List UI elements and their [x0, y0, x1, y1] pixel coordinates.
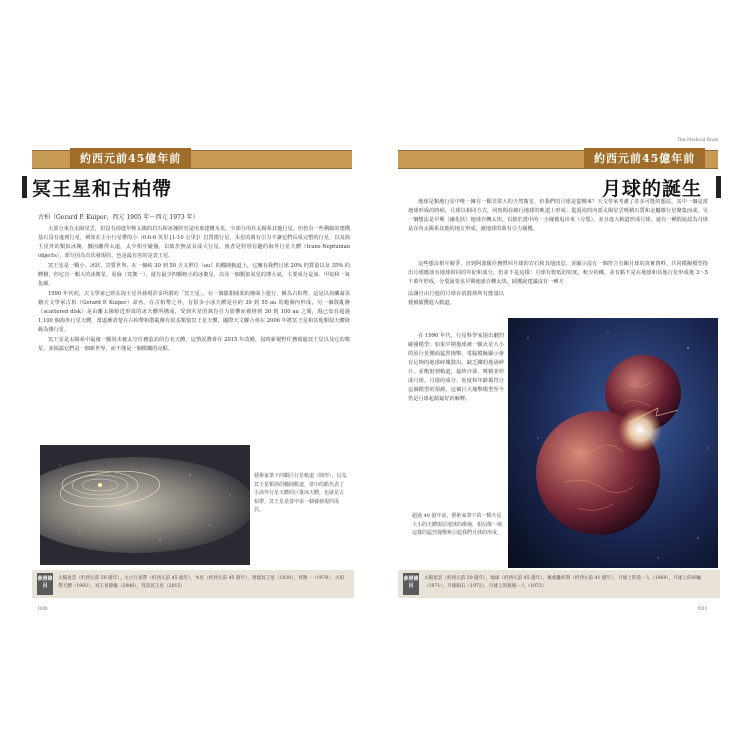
right-page: [398, 122, 718, 622]
see-also-entries: 太陽星雲（約西元前 50 億年），主小行星帶（約西元前 45 億年），木星（約西元前 45 億年），發現冥王星（1930），冥衛一（1978），古柏帶天體（1992），冥王星降級（2006），拜訪冥王星（2015）: [58, 576, 345, 589]
kuiper-belt-illustration: [40, 445, 250, 565]
running-header: The Medical Book: [677, 138, 719, 143]
article-paragraph: [408, 198, 708, 235]
paragraph: 1990 年代初，天文學家已經在海王星外發現許多所謂的「冥王星」，在一個甜甜圈狀的盤面上運行，稱為古柏帶。這是以荷蘭裔美籍天文學家古柏（Gerard P. Kuiper）命名。在古柏帶之外，有很多小冰天體是在約 30 到 55 au 的範圍內形成，另一個散亂盤（scattered disk）是由離太陽較近形成的冰天體所構成，受到木星的萬有引力影響而被推到 30 到 100 au 之間，現已知有超過 1,100 個海外行星天體，當逐漸清楚在古柏帶和散亂盤有很多類似冥王星天體，國際天文聯合會在 2006 年將冥王星和其他類似天體降級為矮行星。: [38, 291, 350, 333]
page-number: 030: [38, 606, 48, 612]
article-body: [38, 225, 350, 355]
byline: 古柏（Gerard P. Kuiper，西元 1905 年～西元 1973 年）: [38, 214, 199, 221]
see-also-entries: 太陽星雲（約西元前 50 億年），地球（約西元前 45 億年），後重轟炸期（約西元前 41 億年），月球上的第一人（1969），月球上的車輛（1971），月球隕石（1972），月球上的最後一人（1972）: [424, 576, 701, 589]
moon-impact-art: [508, 318, 718, 568]
moon-impact-illustration: [508, 318, 718, 568]
title-marker: [22, 176, 27, 198]
article-paragraph: [408, 260, 708, 288]
see-also-box: [398, 570, 720, 598]
paragraph: 在 1990 年代，行星科學家提出劇烈碰撞模型：如果早期地球被一顆火星大小的原行星側面猛烈撞擊，電腦模擬顯示會有足夠的地球碎塊散出，缺乏鐵的地函碎片，並飽射到軌道，最終冷卻，吸積並形成月球，月球的成分，密度和年齡都符合這個模型的預測，這個巨大撞擊模型至今仍是月球起源最好的解釋。: [408, 333, 504, 402]
left-page: [32, 122, 352, 622]
paragraph: 大部分來自太陽星雲，但沒有掉進年輕太陽的岩石和冰塊終究是用來建構木星，少部分用在太陽系其他行星，但仍有一些剩餘的建構基石沒有進到行星，例如在主小行星帶的小（0.6-6 英里 [1-10 公里]）岩質微行星，木星的萬有引力不讓它們長成完整的行星，以及海王星外的類似冰塊，挪因離得太遠，太少相互碰撞，以致於無法長成大行星。後者是特別有趣的海外行星天體（trans-Neptunian objects），部分因為首次發現的，也是最有名的是冥王星。: [38, 226, 350, 259]
page-number: 031: [698, 606, 708, 612]
figure-caption: 超過 40 億年前，藝術家筆下的一顆火星大小的天體與原地球的衝撞，相信像一場這樣的猛烈撞擊牽引起我們月球的形成。: [412, 513, 503, 536]
see-also-label: 參照條目: [403, 573, 419, 595]
article-paragraph: [408, 332, 504, 405]
article-paragraph: [408, 290, 504, 309]
date-banner: [32, 150, 352, 169]
figure-caption: 藝術家筆下四顆巨行星軌道（圓形），以及冥王星類斜的橢圓軌道，當中的點代表了小海外行星天體的巨量冰天體，也就是古柏帶，冥王星是當中第一個被發現的成員。: [254, 473, 347, 513]
date-label: 約西元前45億年前: [70, 148, 191, 168]
page-title: 冥王星和古柏帶: [32, 178, 173, 200]
see-also-box: [32, 570, 354, 598]
date-banner: [398, 150, 718, 169]
title-marker: [716, 176, 721, 198]
paragraph: 法讓自由行進的月球在消散掉所有能量以便被捕獲進入軌道。: [408, 291, 504, 306]
paragraph: 冥王星是一顆小、冰狀、岩質世界，在一個約 30 到 50 天文單位（au）的橢圓軌道上，它擁有我們月球 20% 的質量以及 35% 的體積，但它有一顆大的冰衛星，夏倫（冥衛一），還有最少四顆較小的冰衛星，以及一個類似氣星的薄大氣，主要成分是氮、甲烷和一氧化碳。: [38, 263, 350, 287]
kuiper-belt-art: [40, 445, 250, 565]
page-title: 月球的誕生: [602, 178, 703, 200]
paragraph: 地球是類地行星中唯一擁有一顆非常大的天然衛星，但我們的月球是從哪來？天文學家考慮了許多可能的想法，其中一個是當地球形成的時候，月球以相同方式，同時間在繞行地球的軌道上形成；從混沌的內部太陽星雲吸積石質和金屬微行星聚集而成。另一個想法是早期（融化狀）地球自轉太快，以致於當中的一小塊被甩出來（分裂），並且進入軌道形成月球，還有一種假說認為月球是在內太陽系其他的地方形成，被地球的萬有引力捕獲。: [408, 199, 708, 232]
date-label: 約西元前45億年前: [584, 148, 705, 168]
paragraph: 這些想法相互競爭，直到阿波羅任務帶回月球的岩石和其他訊息，並顯示沒有一個符合有關月球的真實資料。共同模擬模型指出月球應該有地球相同的年紀和成分，但並不是這樣：月球有較低的密度，較少的鐵，並有點不是在地球和其他行星形成後 3～5 千萬年形成，分裂說要求早期地球自轉太快，捕獲說建議沒有一種方: [408, 261, 708, 285]
see-also-label: 參照條目: [37, 573, 53, 595]
paragraph: 冥王星是太陽系中最後一顆尚未被太空任務造訪的有名天體，這情況將會在 2015 年改變，屆時新視野任務飛過冥王星以及它的衛星，並揭露它們是一個新世界，而不僅是一個模糊的亮點。: [38, 337, 350, 352]
